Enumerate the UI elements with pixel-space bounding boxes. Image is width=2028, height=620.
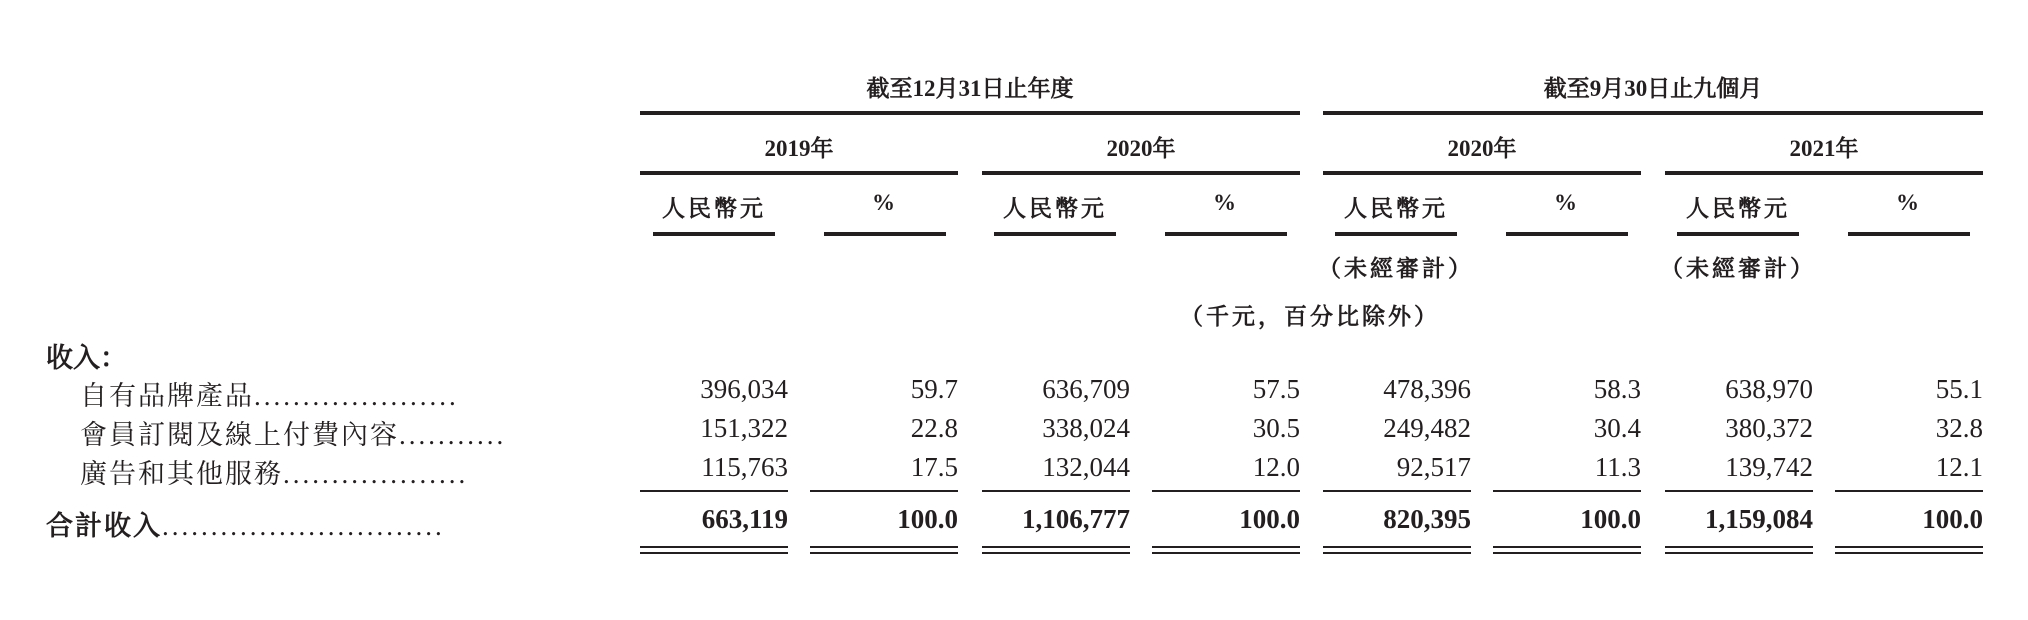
cell: 338,024 [1042, 413, 1130, 443]
cell: 139,742 [1725, 452, 1813, 482]
row-label: 自有品牌產品..................... [80, 381, 459, 411]
col-header-rmb-2020-9m: 人民幣元 [1344, 196, 1448, 221]
col-header-pct-2020-9m: % [1554, 190, 1580, 215]
col-header-pct-2021: % [1896, 190, 1922, 215]
double-rule [810, 552, 958, 554]
subtotal-rule [1665, 490, 1813, 492]
unaudited-note-2020: （未經審計） [1318, 256, 1474, 281]
double-rule [1835, 552, 1983, 554]
double-rule [810, 546, 958, 548]
double-rule [1152, 546, 1300, 548]
cell: 59.7 [910, 374, 958, 404]
cell: 57.5 [1252, 374, 1300, 404]
col-rule [994, 232, 1116, 236]
subtotal-rule [982, 490, 1130, 492]
subtotal-rule [810, 490, 958, 492]
col-header-rmb-2020-fy: 人民幣元 [1003, 196, 1107, 221]
double-rule [1835, 546, 1983, 548]
cell: 151,322 [700, 413, 788, 443]
year-header-2020-fy: 2020年 [1106, 136, 1176, 161]
col-rule [1165, 232, 1287, 236]
double-rule [1665, 552, 1813, 554]
double-rule [982, 546, 1130, 548]
year-header-2021: 2021年 [1789, 136, 1859, 161]
col-rule [1506, 232, 1628, 236]
total-cell: 100.0 [1239, 504, 1300, 534]
row-label: 廣告和其他服務................... [80, 459, 469, 489]
cell: 115,763 [701, 452, 788, 482]
col-rule [653, 232, 775, 236]
cell: 11.3 [1594, 452, 1641, 482]
col-rule [1848, 232, 1970, 236]
section-label-revenue: 收入： [46, 343, 127, 373]
double-rule [982, 552, 1130, 554]
cell: 55.1 [1935, 374, 1983, 404]
total-cell: 100.0 [1922, 504, 1983, 534]
total-cell: 1,106,777 [1022, 504, 1130, 534]
cell: 22.8 [910, 413, 958, 443]
cell: 17.5 [910, 452, 958, 482]
year-rule-2020-9m [1323, 171, 1641, 175]
col-header-rmb-2021: 人民幣元 [1686, 196, 1790, 221]
total-cell: 820,395 [1383, 504, 1471, 534]
unit-note: （千元，百分比除外） [1180, 304, 1440, 329]
cell: 638,970 [1725, 374, 1813, 404]
cell: 30.4 [1593, 413, 1641, 443]
subtotal-rule [1835, 490, 1983, 492]
cell: 380,372 [1725, 413, 1813, 443]
cell: 396,034 [700, 374, 788, 404]
cell: 249,482 [1383, 413, 1471, 443]
cell: 30.5 [1252, 413, 1300, 443]
double-rule [1323, 552, 1471, 554]
cell: 92,517 [1396, 452, 1471, 482]
cell: 12.1 [1935, 452, 1983, 482]
year-rule-2020-fy [982, 171, 1300, 175]
year-header-2019: 2019年 [764, 136, 834, 161]
total-cell: 100.0 [897, 504, 958, 534]
year-header-2020-9m: 2020年 [1447, 136, 1517, 161]
double-rule [640, 552, 788, 554]
subtotal-rule [1493, 490, 1641, 492]
double-rule [640, 546, 788, 548]
row-label: 會員訂閱及線上付費內容........... [80, 420, 507, 450]
total-cell: 663,119 [701, 504, 788, 534]
cell: 32.8 [1935, 413, 1983, 443]
cell: 12.0 [1252, 452, 1300, 482]
cell: 132,044 [1042, 452, 1130, 482]
double-rule [1152, 552, 1300, 554]
total-row-label: 合計收入............................. [46, 511, 445, 541]
double-rule [1665, 546, 1813, 548]
total-cell: 100.0 [1580, 504, 1641, 534]
cell: 478,396 [1383, 374, 1471, 404]
col-header-pct-2019: % [872, 190, 898, 215]
cell: 58.3 [1593, 374, 1641, 404]
col-rule [824, 232, 946, 236]
subtotal-rule [1323, 490, 1471, 492]
group-rule-9m [1323, 111, 1983, 115]
group-header-fiscal-year: 截至12月31日止年度 [866, 76, 1074, 101]
double-rule [1493, 552, 1641, 554]
col-header-pct-2020-fy: % [1213, 190, 1239, 215]
double-rule [1493, 546, 1641, 548]
col-header-rmb-2019: 人民幣元 [662, 196, 766, 221]
year-rule-2019 [640, 171, 958, 175]
group-rule-fy [640, 111, 1300, 115]
subtotal-rule [1152, 490, 1300, 492]
col-rule [1677, 232, 1799, 236]
group-header-nine-months: 截至9月30日止九個月 [1543, 76, 1763, 101]
subtotal-rule [640, 490, 788, 492]
double-rule [1323, 546, 1471, 548]
cell: 636,709 [1042, 374, 1130, 404]
col-rule [1335, 232, 1457, 236]
year-rule-2021 [1665, 171, 1983, 175]
total-cell: 1,159,084 [1705, 504, 1813, 534]
unaudited-note-2021: （未經審計） [1660, 256, 1816, 281]
